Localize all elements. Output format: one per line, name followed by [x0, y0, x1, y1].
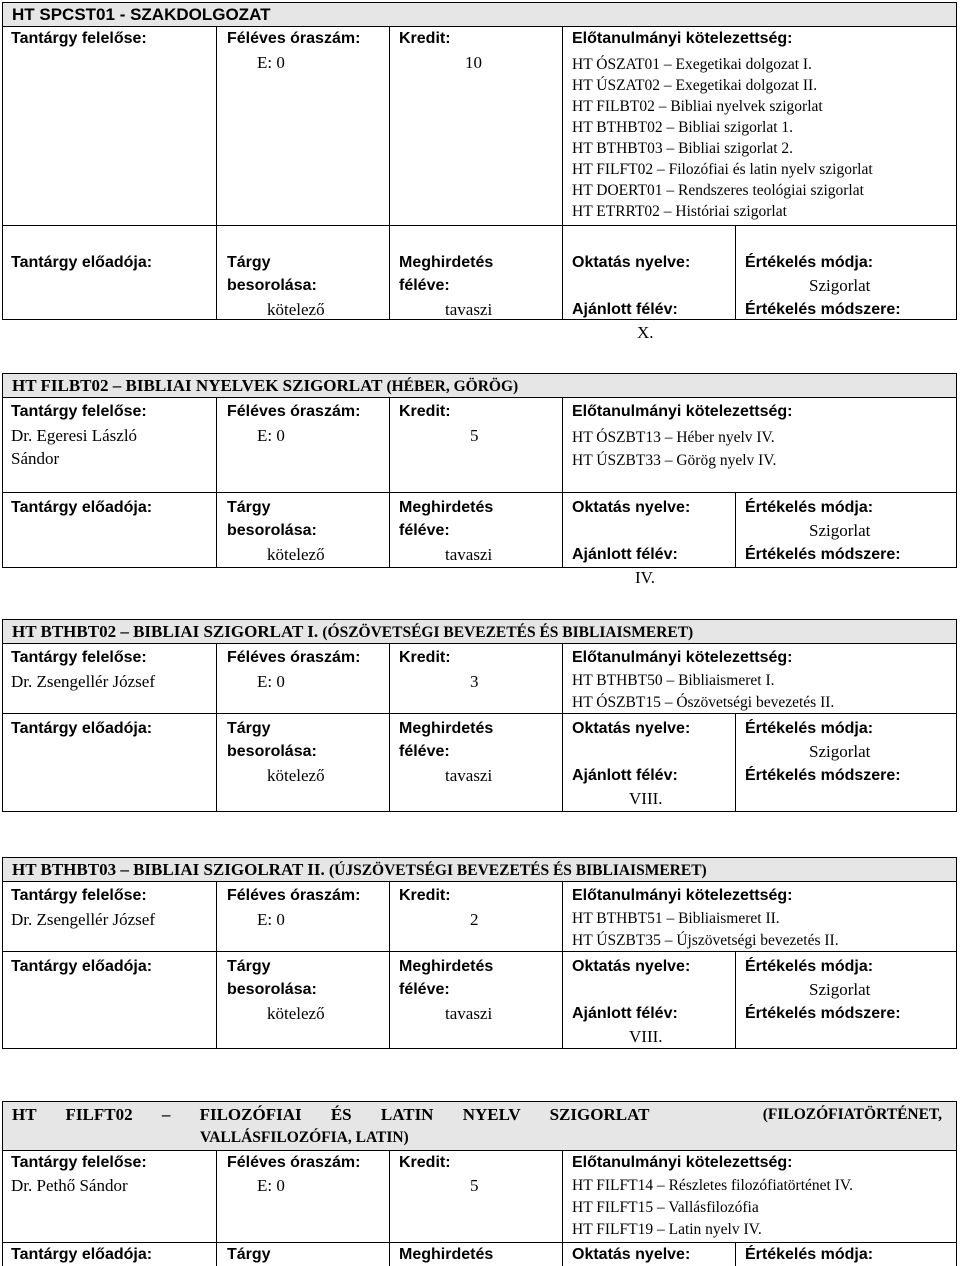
prereq-label: Előtanulmányi kötelezettség:: [572, 887, 793, 904]
eloadoja-label: Tantárgy előadója:: [11, 958, 153, 975]
oraszam-value: E: 0: [257, 672, 285, 691]
oraszam-value: E: 0: [257, 1176, 285, 1195]
felelos-label: Tantárgy felelőse:: [11, 403, 147, 420]
kredit-value: 5: [470, 1176, 479, 1195]
feleve-value: tavaszi: [445, 545, 493, 564]
prereq-item: HT BTHBT51 – Bibliaismeret II.: [572, 910, 780, 927]
course-block-bthbt02: [2, 619, 957, 812]
felelos-value: Dr. Pethő Sándor: [11, 1176, 128, 1195]
prereq-item: HT FILFT19 – Latin nyelv IV.: [572, 1221, 762, 1238]
ertekeles-modszere-label: Értékelés módszere:: [745, 767, 901, 784]
targy-label: Tárgy: [227, 1246, 271, 1263]
eloadoja-label: Tantárgy előadója:: [11, 254, 153, 271]
besorolas-value: kötelező: [267, 1004, 325, 1023]
prereq-item: HT DOERT01 – Rendszeres teológiai szigorlat: [572, 182, 864, 199]
ajanlott-felev-label: Ajánlott félév:: [572, 1005, 678, 1022]
ertekeles-modszere-label: Értékelés módszere:: [745, 301, 901, 318]
prereq-item: HT BTHBT02 – Bibliai szigorlat 1.: [572, 119, 794, 136]
ertekeles-modja-value: Szigorlat: [809, 521, 871, 540]
course-block-spcst01: [2, 2, 957, 342]
oraszam-label: Féléves óraszám:: [227, 887, 361, 904]
course-grid: [2, 1151, 957, 1266]
oraszam-value: E: 0: [257, 53, 285, 72]
kredit-label: Kredit:: [399, 1154, 451, 1171]
meghirdetes-label: Meghirdetés: [399, 499, 494, 516]
prereq-label: Előtanulmányi kötelezettség:: [572, 649, 793, 666]
oktatas-nyelve-label: Oktatás nyelve:: [572, 254, 691, 271]
prereq-item: HT FILFT15 – Vallásfilozófia: [572, 1199, 759, 1216]
oktatas-nyelve-label: Oktatás nyelve:: [572, 1246, 691, 1263]
felelos-value: Dr. Egeresi László: [11, 426, 138, 445]
oktatas-nyelve-label: Oktatás nyelve:: [572, 720, 691, 737]
ertekeles-modszere-label: Értékelés módszere:: [745, 1005, 901, 1022]
meghirdetes-label: Meghirdetés: [399, 720, 494, 737]
feleve-label: féléve:: [399, 522, 450, 539]
prereq-item: HT ÓSZAT01 – Exegetikai dolgozat I.: [572, 56, 812, 73]
kredit-label: Kredit:: [399, 30, 451, 47]
oraszam-value: E: 0: [257, 910, 285, 929]
felelos-value: Dr. Zsengellér József: [11, 672, 155, 691]
oraszam-label: Féléves óraszám:: [227, 30, 361, 47]
ertekeles-modja-label: Értékelés módja:: [745, 499, 874, 516]
eloadoja-label: Tantárgy előadója:: [11, 1246, 153, 1263]
ertekeles-modja-value: Szigorlat: [809, 276, 871, 295]
felelos-label: Tantárgy felelőse:: [11, 1154, 147, 1171]
prereq-item: HT FILFT14 – Részletes filozófiatörténet IV.: [572, 1177, 853, 1194]
course-block-filbt02: [2, 373, 957, 587]
meghirdetes-label: Meghirdetés: [399, 254, 494, 271]
besorolas-value: kötelező: [267, 300, 325, 319]
prereq-list: [572, 1175, 853, 1241]
feleve-value: tavaszi: [445, 1004, 493, 1023]
course-title: HT BTHBT03 – BIBLIAI SZIGOLRAT II. (ÚJSZÖVETSÉGI BEVEZETÉS ÉS BIBLIAISMERET): [2, 857, 957, 882]
oktatas-nyelve-label: Oktatás nyelve:: [572, 958, 691, 975]
oraszam-label: Féléves óraszám:: [227, 649, 361, 666]
prereq-list: [572, 670, 834, 714]
felelos-label: Tantárgy felelőse:: [11, 649, 147, 666]
kredit-value: 3: [470, 672, 479, 691]
kredit-value: 5: [470, 426, 479, 445]
eloadoja-label: Tantárgy előadója:: [11, 720, 153, 737]
prereq-list: [572, 426, 776, 472]
prereq-item: HT BTHBT50 – Bibliaismeret I.: [572, 672, 775, 689]
course-title: HT FILFT02 – FILOZÓFIAI ÉS LATIN NYELV SZIGORLAT (FILOZÓFIATÖRTÉNET, VALLÁSFILOZÓFIA, LATIN): [2, 1101, 957, 1151]
course-title: HT SPCST01 - SZAKDOLGOZAT: [2, 2, 957, 27]
feleve-label: féléve:: [399, 743, 450, 760]
ajanlott-felev-value: VIII.: [629, 789, 663, 808]
prereq-item: HT ETRRT02 – Históriai szigorlat: [572, 203, 787, 220]
besorolasa-label: besorolása:: [227, 277, 317, 294]
kredit-label: Kredit:: [399, 403, 451, 420]
ertekeles-modszere-label: Értékelés módszere:: [745, 546, 901, 563]
besorolasa-label: besorolása:: [227, 743, 317, 760]
prereq-list: [572, 908, 839, 952]
prereq-label: Előtanulmányi kötelezettség:: [572, 1154, 793, 1171]
course-grid: [2, 398, 957, 587]
ajanlott-felev-label: Ajánlott félév:: [572, 546, 678, 563]
besorolas-value: kötelező: [267, 545, 325, 564]
prereq-item: HT ÓSZBT13 – Héber nyelv IV.: [572, 429, 775, 446]
feleve-label: féléve:: [399, 981, 450, 998]
ajanlott-felev-value: IV.: [635, 568, 655, 587]
targy-label: Tárgy: [227, 254, 271, 271]
course-grid: [2, 27, 957, 342]
ajanlott-felev-label: Ajánlott félév:: [572, 301, 678, 318]
feleve-label: féléve:: [399, 277, 450, 294]
oraszam-label: Féléves óraszám:: [227, 403, 361, 420]
prereq-item: HT ÓSZBT15 – Ószövetségi bevezetés II.: [572, 694, 835, 711]
ertekeles-modja-label: Értékelés módja:: [745, 720, 874, 737]
kredit-label: Kredit:: [399, 887, 451, 904]
ertekeles-modja-label: Értékelés módja:: [745, 1246, 874, 1263]
oraszam-label: Féléves óraszám:: [227, 1154, 361, 1171]
prereq-list: [572, 54, 873, 222]
prereq-item: HT ÚSZBT35 – Újszövetségi bevezetés II.: [572, 932, 839, 949]
prereq-item: HT FILFT02 – Filozófiai és latin nyelv szigorlat: [572, 161, 873, 178]
targy-label: Tárgy: [227, 499, 271, 516]
ertekeles-modja-value: Szigorlat: [809, 980, 871, 999]
besorolasa-label: besorolása:: [227, 522, 317, 539]
besorolas-value: kötelező: [267, 766, 325, 785]
targy-label: Tárgy: [227, 720, 271, 737]
ajanlott-felev-value: VIII.: [629, 1027, 663, 1046]
meghirdetes-label: Meghirdetés: [399, 958, 494, 975]
ertekeles-modja-label: Értékelés módja:: [745, 254, 874, 271]
ertekeles-modja-label: Értékelés módja:: [745, 958, 874, 975]
ajanlott-felev-value: X.: [637, 323, 654, 342]
kredit-value: 2: [470, 910, 479, 929]
felelos-value-cont: Sándor: [11, 449, 60, 468]
prereq-label: Előtanulmányi kötelezettség:: [572, 30, 793, 47]
oktatas-nyelve-label: Oktatás nyelve:: [572, 499, 691, 516]
besorolasa-label: besorolása:: [227, 981, 317, 998]
prereq-item: HT BTHBT03 – Bibliai szigorlat 2.: [572, 140, 794, 157]
prereq-item: HT ÚSZAT02 – Exegetikai dolgozat II.: [572, 77, 818, 94]
course-block-bthbt03: [2, 857, 957, 1049]
eloadoja-label: Tantárgy előadója:: [11, 499, 153, 516]
course-title: HT FILBT02 – BIBLIAI NYELVEK SZIGORLAT (HÉBER, GÖRÖG): [2, 373, 957, 398]
meghirdetes-label: Meghirdetés: [399, 1246, 494, 1263]
felelos-label: Tantárgy felelőse:: [11, 30, 147, 47]
feleve-value: tavaszi: [445, 300, 493, 319]
course-title: HT BTHBT02 – BIBLIAI SZIGORLAT I. (ÓSZÖVETSÉGI BEVEZETÉS ÉS BIBLIAISMERET): [2, 619, 957, 644]
ertekeles-modja-value: Szigorlat: [809, 742, 871, 761]
kredit-label: Kredit:: [399, 649, 451, 666]
targy-label: Tárgy: [227, 958, 271, 975]
prereq-item: HT ÚSZBT33 – Görög nyelv IV.: [572, 452, 777, 469]
kredit-value: 10: [465, 53, 482, 72]
course-block-filft02: [2, 1101, 957, 1266]
ajanlott-felev-label: Ajánlott félév:: [572, 767, 678, 784]
prereq-item: HT FILBT02 – Bibliai nyelvek szigorlat: [572, 98, 823, 115]
felelos-value: Dr. Zsengellér József: [11, 910, 155, 929]
course-grid: [2, 644, 957, 812]
course-grid: [2, 882, 957, 1049]
prereq-label: Előtanulmányi kötelezettség:: [572, 403, 793, 420]
felelos-label: Tantárgy felelőse:: [11, 887, 147, 904]
feleve-value: tavaszi: [445, 766, 493, 785]
oraszam-value: E: 0: [257, 426, 285, 445]
